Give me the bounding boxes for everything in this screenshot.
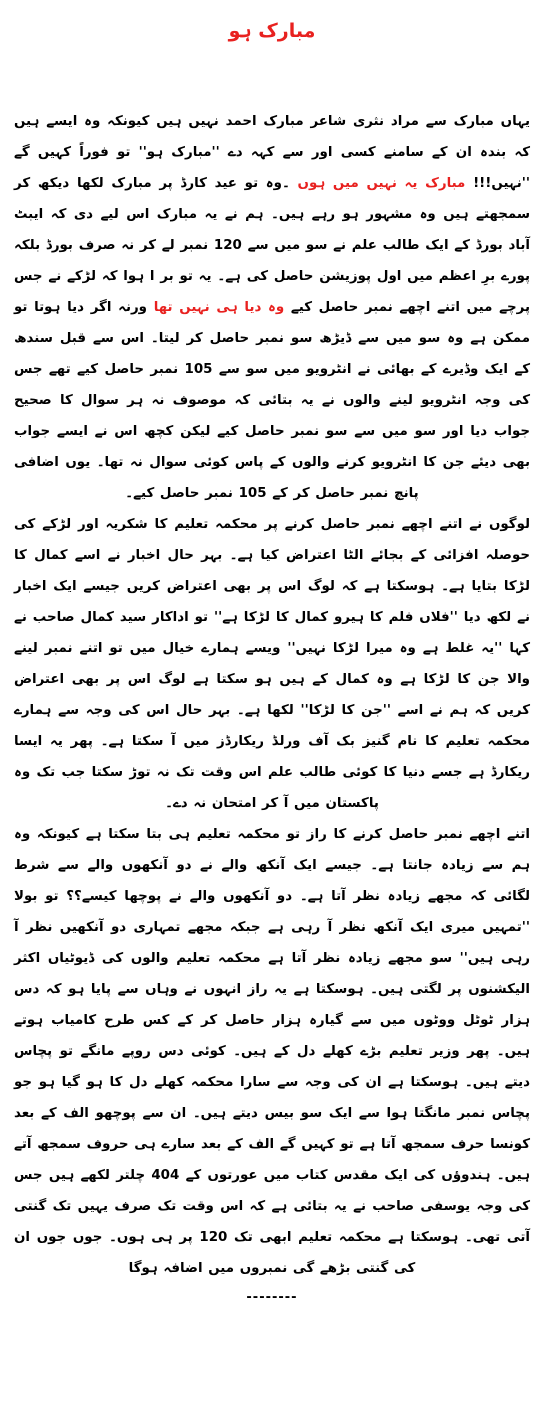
paragraph-1-text-c: ورنہ اگر دیا ہوتا تو ممکن ہے وہ سو میں سے ڈیڑھ سو نمبر حاصل کر لیتا۔ اس سے قبل سندھ کے ایک وڈیرے کے بھائی نے انٹرویو میں سو سے 105 نمبر حاصل کیے تھے جس کی وجہ انٹرویو لینے والوں نے یہ بتائی کہ موصوف نہ ہر سوال کا صحیح جواب دیا اور سو میں سے سو نمبر حاصل کیے لیکن کچھ اس نے ایسے جواب بھی دیئے جن کا انٹرویو کرنے والوں کے پاس کوئی سوال نہ تھا۔ یوں اضافی پانچ نمبر حاصل کر کے 105 نمبر حاصل کیے۔	[14, 300, 530, 501]
paragraph-3	[14, 819, 530, 1284]
page-title: مبارک ہو	[228, 20, 316, 42]
highlight-text-1: مبارک یہ نہیں میں ہوں	[297, 176, 466, 191]
end-marker: --------	[246, 1290, 298, 1305]
paragraph-2	[14, 509, 530, 819]
paragraph-3-text: اتنے اچھے نمبر حاصل کرنے کا راز تو محکمہ تعلیم ہی بتا سکتا ہے کیونکہ وہ ہم سے زیادہ جانتا ہے۔ جیسے ایک آنکھ والے نے دو آنکھوں والے سے شرط لگائی کہ مجھے زیادہ نظر آتا ہے۔ دو آنکھوں والے نے پوچھا کیسے؟؟ تو بولا ''تمہیں میری ایک آنکھ نظر آ رہی ہے جبکہ مجھے تمہاری دو آنکھیں نظر آ رہی ہیں'' سو مجھے زیادہ نظر آتا ہے محکمہ تعلیم والوں کی ڈیوٹیاں اکثر الیکشنوں پر لگتی ہیں۔ ہوسکتا ہے یہ راز انہوں نے وہاں سے پایا ہو کہ دس ہزار ٹوٹل ووٹوں میں سے گیارہ ہزار حاصل کر کے کس طرح کامیاب ہوتے ہیں۔ پھر وزیر تعلیم بڑے کھلے دل کے ہیں۔ کوئی دس روپے مانگے تو پچاس دیتے ہیں۔ ہوسکتا ہے ان کی وجہ سے سارا محکمہ کھلے دل کا ہو گیا ہو جو پچاس نمبر مانگتا ہوا سے ایک سو بیس دیتے ہیں۔ ان سے پوچھو الف کے بعد کونسا حرف سمجھ آتا ہے تو کہیں گے الف کے بعد سارے ہی حروف سمجھ آتے ہیں۔ ہندوؤں کی ایک مقدس کتاب میں عورتوں کے 404 چلتر لکھے ہیں جس کی وجہ یوسفی صاحب نے یہ بتائی ہے کہ اس وقت تک صرف یہیں تک گنتی آتی تھی۔ ہوسکتا ہے محکمہ تعلیم ابھی تک 120 پر ہی ہوں۔ جوں جوں ان کی گنتی بڑھے گی نمبروں میں اضافہ ہوگا	[14, 827, 530, 1276]
paragraph-2-text: لوگوں نے اتنے اچھے نمبر حاصل کرنے پر محکمہ تعلیم کا شکریہ اور لڑکے کی حوصلہ افزائی کے بجائے الٹا اعتراض کیا ہے۔ بہر حال اخبار نے اسے کمال کا لڑکا بتایا ہے۔ ہوسکتا ہے کہ لوگ اس پر بھی اعتراض کریں جیسے ایک اخبار نے لکھ دیا ''فلاں فلم کا ہیرو کمال کا لڑکا ہے'' تو اداکار سید کمال صاحب نے کہا ''یہ غلط ہے وہ میرا لڑکا نہیں'' ویسے ہمارے خیال میں تو اتنے نمبر لینے والا جن کا لڑکا ہے وہ کمال کے ہیں ہو سکتا ہے لوگ اس پر بھی اعتراض کریں کہ ہم نے اسے ''جن کا لڑکا'' لکھا ہے۔ بہر حال اس کی وجہ سے ہمارے محکمہ تعلیم کا نام گنیز بک آف ورلڈ ریکارڈز میں آ سکتا ہے۔ پھر یہ ایسا ریکارڈ ہے جسے دنیا کا کوئی طالب علم اس وقت تک نہ توڑ سکتا جب تک وہ پاکستان میں آ کر امتحان نہ دے۔	[14, 517, 530, 811]
paragraph-1-text-b: ۔وہ تو عید کارڈ پر مبارک لکھا دیکھ کر سمجھتے ہیں وہ مشہور ہو رہے ہیں۔ ہم نے یہ مبارک اس لیے دی کہ ایبٹ آباد بورڈ کے ایک طالب علم نے سو میں سے 120 نمبر لے کر نہ صرف بورڈ بلکہ پورے برِ اعظم میں اول پوزیشن حاصل کی ہے۔ یہ تو بر ا ہوا کہ لڑکے نے جس پرچے میں اتنے اچھے نمبر حاصل کیے	[14, 176, 530, 315]
article-body	[14, 106, 530, 1308]
paragraph-1	[14, 106, 530, 509]
highlight-text-2: وہ دیا ہی نہیں تھا	[153, 300, 285, 315]
paragraph-1-text-a: یہاں مبارک سے مراد نثری شاعر مبارک احمد نہیں ہیں کیونکہ وہ ایسے ہیں کہ بندہ ان کے سامنے کسی اور سے کہہ دے ''مبارک ہو'' تو فوراً کہیں گے ''نہیں!!!	[14, 114, 530, 191]
